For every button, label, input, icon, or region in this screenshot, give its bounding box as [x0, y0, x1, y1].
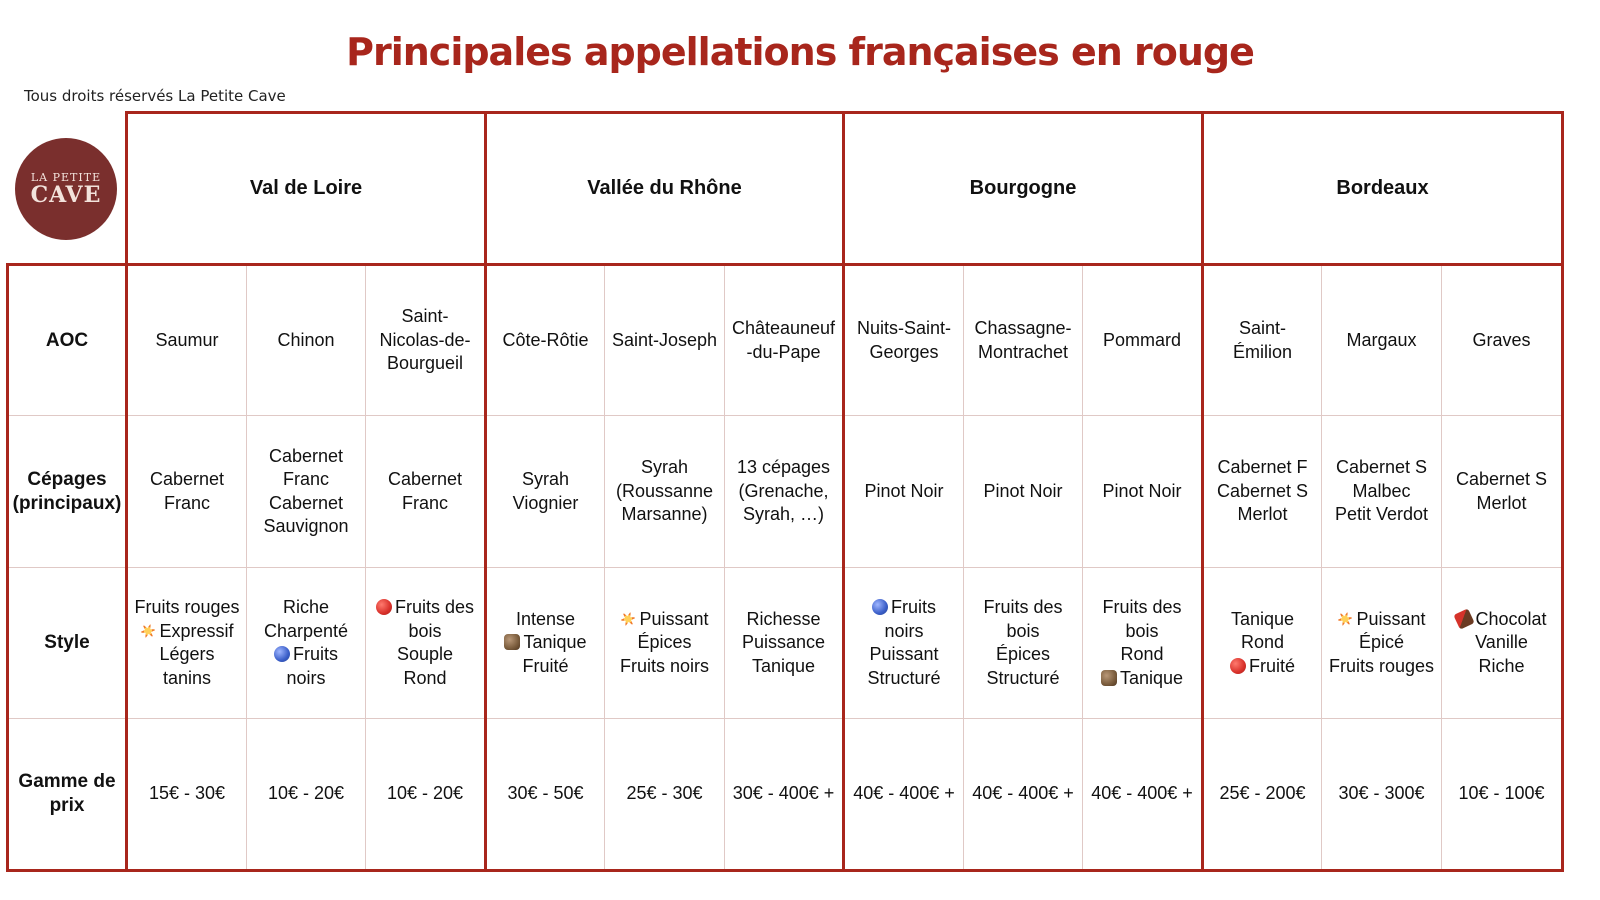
style-line: [249, 643, 363, 667]
cepages-cell: [1442, 416, 1563, 568]
style-text: Puissant: [869, 644, 939, 664]
style-text: Fruits: [293, 644, 338, 664]
row-label-prix: [8, 719, 127, 871]
aoc-name-line: Bourgueil: [386, 353, 464, 374]
style-text: Structuré: [867, 667, 941, 688]
prix-cell: 15€ - 30€: [127, 719, 247, 871]
style-text: bois: [1125, 620, 1159, 641]
aoc-name-line: Pommard: [1102, 329, 1182, 350]
prix-cell: 40€ - 400€ +: [1083, 719, 1203, 871]
prix-cell: 40€ - 400€ +: [964, 719, 1083, 871]
style-line: [1444, 608, 1559, 632]
page-title: Principales appellations françaises en rouge: [346, 30, 1254, 74]
burst-icon: [1335, 608, 1356, 629]
cepage-line: Franc: [401, 492, 448, 513]
style-text: Fruits: [891, 597, 936, 617]
style-line: [1206, 631, 1319, 655]
style-text: Tanique: [751, 655, 816, 676]
aoc-name-line: Chinon: [277, 329, 335, 350]
cepage-line: (Roussanne: [615, 480, 714, 501]
style-text: Riche: [282, 597, 330, 617]
style-text: Souple: [396, 644, 454, 664]
cepages-cell: [844, 416, 964, 568]
aoc-cell: [844, 265, 964, 416]
style-line: [1085, 596, 1199, 620]
cepage-line: Pinot Noir: [983, 480, 1063, 501]
row-label-prix-text: Gamme de prix: [18, 771, 116, 816]
cepage-line: Franc: [163, 492, 210, 513]
aoc-name-line: Chassagne-: [974, 318, 1072, 338]
prix-cell: 10€ - 100€: [1442, 719, 1563, 871]
aoc-name-line: Graves: [1472, 329, 1531, 350]
aoc-name-line: Margaux: [1346, 329, 1417, 350]
logo-cell: [8, 113, 127, 265]
cepages-cell: [247, 416, 366, 568]
aoc-name-line: Émilion: [1232, 341, 1293, 362]
prix-row: [8, 719, 1563, 871]
cepage-line: Marsanne): [621, 504, 708, 525]
style-text: Tanique: [523, 632, 587, 653]
style-text: Rond: [403, 667, 447, 688]
region-header: Bordeaux: [1203, 113, 1563, 265]
style-line: [1324, 608, 1439, 632]
style-line: [966, 643, 1080, 667]
style-text: Richesse: [746, 608, 821, 629]
cepage-line: Cabernet: [149, 469, 225, 489]
row-label-cepages-text: Cépages (principaux): [12, 468, 122, 514]
style-text: Puissant: [1356, 608, 1426, 629]
region-header: Bourgogne: [844, 113, 1203, 265]
blueberry-icon: [872, 599, 888, 615]
aoc-cell: [486, 265, 605, 416]
cepages-cell: [127, 416, 247, 568]
style-line: [1206, 608, 1319, 632]
style-text: bois: [408, 620, 442, 641]
cepage-line: Cabernet: [268, 445, 344, 466]
wood-icon: [504, 634, 520, 650]
aoc-name-line: Côte-Rôtie: [502, 329, 589, 350]
aoc-name-line: Nicolas-de-: [379, 329, 471, 350]
cepages-cell: [366, 416, 486, 568]
style-text: Fruits rouges: [134, 597, 240, 617]
style-line: [607, 608, 722, 632]
style-cell: [1322, 568, 1442, 719]
style-line: [1324, 631, 1439, 655]
appellations-table: [6, 111, 1564, 872]
style-text: Fruits rouges: [1328, 655, 1435, 676]
aoc-cell: [605, 265, 725, 416]
aoc-name-line: Nuits-Saint-: [856, 318, 952, 338]
cepage-line: Sauvignon: [263, 516, 349, 536]
style-text: Fruité: [1248, 655, 1295, 676]
style-text: Tanique: [1119, 667, 1184, 688]
style-line: [368, 667, 482, 691]
aoc-cell: [964, 265, 1083, 416]
cepages-cell: [1083, 416, 1203, 568]
style-line: [249, 596, 363, 620]
style-text: Vanille: [1475, 632, 1528, 653]
prix-cell: 30€ - 400€ +: [725, 719, 844, 871]
style-line: [130, 620, 244, 644]
style-text: tanins: [162, 667, 212, 688]
cepage-line: Cabernet F: [1217, 457, 1308, 478]
style-text: Puissant: [639, 608, 709, 629]
aoc-name-line: Montrachet: [977, 341, 1069, 362]
cepages-cell: [1322, 416, 1442, 568]
style-line: [489, 631, 602, 655]
style-cell: [605, 568, 725, 719]
aoc-name-line: Saint-: [401, 306, 449, 327]
style-line: [130, 596, 244, 620]
style-line: [727, 631, 840, 655]
style-line: [847, 667, 961, 691]
aoc-cell: [1203, 265, 1322, 416]
style-line: [1206, 655, 1319, 679]
row-label-style: Style: [8, 568, 127, 719]
aoc-cell: [1322, 265, 1442, 416]
burst-icon: [618, 608, 639, 629]
prix-cell: 40€ - 400€ +: [844, 719, 964, 871]
cepages-row: [8, 416, 1563, 568]
cepages-cell: [725, 416, 844, 568]
cepage-line: Syrah: [640, 457, 689, 478]
wood-icon: [1101, 670, 1117, 686]
style-cell: [725, 568, 844, 719]
style-line: [130, 667, 244, 691]
style-line: [966, 596, 1080, 620]
aoc-name-line: Saumur: [155, 329, 219, 350]
style-cell: [486, 568, 605, 719]
style-text: Intense: [515, 608, 576, 629]
cepage-line: Cabernet: [268, 492, 344, 513]
style-line: [1085, 620, 1199, 644]
chocolate-icon: [1454, 608, 1475, 629]
aoc-cell: [1442, 265, 1563, 416]
row-label-cepages: [8, 416, 127, 568]
aoc-cell: [247, 265, 366, 416]
aoc-name-line: Saint-Joseph: [611, 329, 718, 350]
cepage-line: Syrah: [521, 469, 570, 489]
style-row: [8, 568, 1563, 719]
raspberry-icon: [1230, 658, 1246, 674]
cepage-line: Petit Verdot: [1334, 504, 1429, 525]
style-line: [847, 620, 961, 644]
cepages-cell: [964, 416, 1083, 568]
cepage-line: Pinot Noir: [1102, 480, 1182, 501]
style-text: Rond: [1120, 644, 1164, 664]
style-line: [1444, 631, 1559, 655]
cepage-line: Merlot: [1237, 504, 1288, 525]
style-cell: [964, 568, 1083, 719]
style-line: [847, 643, 961, 667]
style-text: Fruits des: [394, 597, 475, 617]
prix-cell: 30€ - 300€: [1322, 719, 1442, 871]
style-text: noirs: [884, 620, 924, 641]
style-text: Épicé: [1358, 632, 1405, 653]
style-line: [249, 620, 363, 644]
style-line: [966, 667, 1080, 691]
cepage-line: Cabernet S: [1455, 469, 1548, 489]
style-text: Charpenté: [263, 620, 349, 641]
region-header-row: [8, 113, 1563, 265]
cepage-line: (Grenache,: [738, 480, 829, 501]
style-text: bois: [1006, 620, 1040, 641]
aoc-name-line: Châteauneuf: [731, 318, 836, 338]
burst-icon: [138, 620, 159, 641]
aoc-cell: [725, 265, 844, 416]
style-line: [1085, 643, 1199, 667]
style-line: [607, 631, 722, 655]
cepage-line: Cabernet S: [1335, 457, 1428, 478]
style-line: [489, 608, 602, 632]
aoc-cell: [366, 265, 486, 416]
aoc-cell: [1083, 265, 1203, 416]
style-cell: [1203, 568, 1322, 719]
aoc-name-line: -du-Pape: [746, 341, 821, 362]
cepages-cell: [605, 416, 725, 568]
style-text: Fruité: [522, 655, 569, 676]
cepage-line: Cabernet: [387, 469, 463, 489]
prix-cell: 10€ - 20€: [247, 719, 366, 871]
style-line: [249, 667, 363, 691]
region-header: Vallée du Rhône: [486, 113, 844, 265]
style-text: noirs: [286, 667, 326, 688]
style-cell: [1442, 568, 1563, 719]
copyright-note: Tous droits réservés La Petite Cave: [24, 87, 286, 105]
prix-cell: 25€ - 200€: [1203, 719, 1322, 871]
style-text: Rond: [1240, 632, 1285, 653]
cepage-line: Franc: [282, 469, 329, 489]
logo-line-2: CAVE: [30, 182, 102, 208]
style-text: Fruits des: [983, 597, 1063, 617]
style-cell: [366, 568, 486, 719]
style-text: Fruits des: [1102, 597, 1182, 617]
style-line: [489, 655, 602, 679]
style-text: Structuré: [986, 667, 1060, 688]
style-text: Chocolat: [1475, 608, 1547, 629]
style-line: [847, 596, 961, 620]
cepage-line: Cabernet S: [1216, 480, 1309, 501]
style-line: [368, 643, 482, 667]
cepage-line: Syrah, …): [742, 504, 825, 525]
prix-cell: 25€ - 30€: [605, 719, 725, 871]
style-line: [607, 655, 722, 679]
style-text: Épices: [995, 644, 1051, 664]
style-text: Riche: [1478, 655, 1525, 676]
cepage-line: 13 cépages: [736, 457, 831, 478]
style-text: Fruits noirs: [619, 655, 709, 676]
style-line: [1444, 655, 1559, 679]
style-line: [727, 655, 840, 679]
style-text: Puissance: [741, 632, 826, 653]
style-cell: [844, 568, 964, 719]
style-line: [368, 596, 482, 620]
cepage-line: Viognier: [512, 492, 579, 513]
style-line: [1085, 667, 1199, 691]
style-line: [727, 608, 840, 632]
prix-cell: 10€ - 20€: [366, 719, 486, 871]
style-cell: [1083, 568, 1203, 719]
style-line: [1324, 655, 1439, 679]
style-text: Expressif: [159, 620, 234, 641]
style-line: [368, 620, 482, 644]
style-text: Légers: [159, 644, 215, 664]
cepage-line: Merlot: [1476, 492, 1527, 513]
prix-cell: 30€ - 50€: [486, 719, 605, 871]
region-header: Val de Loire: [127, 113, 486, 265]
logo-line-1: LA PETITE: [30, 171, 102, 184]
style-line: [966, 620, 1080, 644]
style-text: Tanique: [1230, 608, 1295, 629]
style-line: [130, 643, 244, 667]
style-cell: [127, 568, 247, 719]
cepages-cell: [1203, 416, 1322, 568]
aoc-row: [8, 265, 1563, 416]
row-label-aoc: AOC: [8, 265, 127, 416]
appellations-table-wrapper: [6, 111, 1564, 872]
cepage-line: Malbec: [1352, 480, 1411, 501]
cepage-line: Pinot Noir: [864, 480, 944, 501]
aoc-name-line: Georges: [869, 341, 939, 362]
style-text: Épices: [637, 632, 692, 653]
aoc-name-line: Saint-: [1238, 318, 1287, 338]
raspberry-icon: [376, 599, 392, 615]
blueberry-icon: [274, 646, 290, 662]
cepages-cell: [486, 416, 605, 568]
aoc-cell: [127, 265, 247, 416]
style-cell: [247, 568, 366, 719]
